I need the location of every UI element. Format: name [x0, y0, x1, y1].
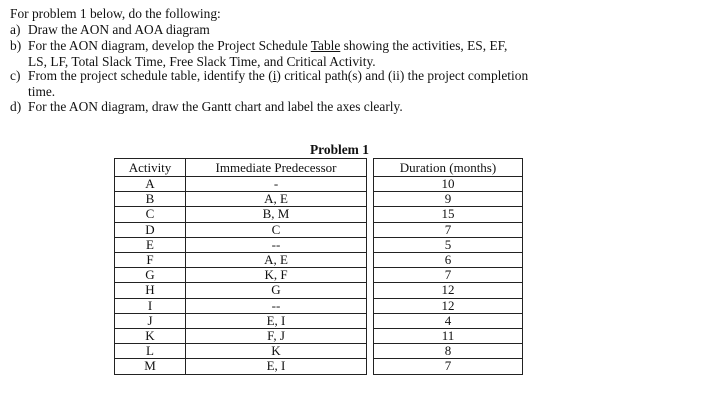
- item-c-text-pre: From the project schedule table, identify the (: [28, 68, 273, 83]
- table-row: [115, 359, 523, 374]
- predecessor-cell: -: [186, 177, 367, 192]
- activity-cell: M: [115, 359, 186, 374]
- item-a: [10, 22, 210, 38]
- table-row: [115, 192, 523, 207]
- table-row: [115, 268, 523, 283]
- table-row: [115, 222, 523, 237]
- item-c-line2: time.: [28, 84, 56, 99]
- duration-cell: 15: [374, 207, 523, 222]
- item-c-label: c): [10, 68, 21, 83]
- activity-cell: F: [115, 253, 186, 268]
- table-row: [115, 313, 523, 328]
- duration-cell: 7: [374, 359, 523, 374]
- predecessor-cell: E, I: [186, 359, 367, 374]
- predecessor-cell: --: [186, 237, 367, 252]
- activity-cell: G: [115, 268, 186, 283]
- activity-cell: C: [115, 207, 186, 222]
- predecessor-cell: F, J: [186, 329, 367, 344]
- item-d-label: d): [10, 99, 22, 114]
- table-body: [115, 177, 523, 375]
- item-b-line2: LS, LF, Total Slack Time, Free Slack Time, and Critical Activity.: [28, 54, 376, 69]
- duration-cell: 8: [374, 344, 523, 359]
- activity-cell: K: [115, 329, 186, 344]
- duration-cell: 12: [374, 298, 523, 313]
- item-d-text: For the AON diagram, draw the Gantt chart and label the axes clearly.: [28, 99, 403, 114]
- activity-cell: B: [115, 192, 186, 207]
- table-row: [115, 344, 523, 359]
- item-b-text-pre: For the AON diagram, develop the Project Schedule: [28, 38, 311, 53]
- item-a-label: a): [10, 22, 21, 37]
- item-c-i-underlined: i: [272, 68, 277, 83]
- item-b-table-link: Table: [310, 38, 341, 53]
- predecessor-cell: K: [186, 344, 367, 359]
- item-b-label: b): [10, 38, 22, 53]
- duration-cell: 7: [374, 222, 523, 237]
- activity-cell: J: [115, 313, 186, 328]
- item-c: [10, 68, 529, 84]
- activity-cell: E: [115, 237, 186, 252]
- duration-cell: 10: [374, 177, 523, 192]
- table-title: Problem 1: [310, 142, 369, 157]
- item-c-text-post: ) critical path(s) and (ii) the project completion: [276, 68, 529, 83]
- activity-cell: D: [115, 222, 186, 237]
- predecessor-cell: G: [186, 283, 367, 298]
- predecessor-cell: A, E: [186, 192, 367, 207]
- predecessor-cell: C: [186, 222, 367, 237]
- predecessor-cell: A, E: [186, 253, 367, 268]
- activity-cell: I: [115, 298, 186, 313]
- item-d: [10, 99, 403, 115]
- predecessor-cell: B, M: [186, 207, 367, 222]
- item-b-line1: [28, 38, 507, 54]
- intro-text: For problem 1 below, do the following:: [10, 6, 221, 21]
- table-row: [115, 298, 523, 313]
- predecessor-cell: E, I: [186, 313, 367, 328]
- item-c-line1: [28, 68, 528, 84]
- predecessor-cell: --: [186, 298, 367, 313]
- table-header-row: [115, 159, 523, 177]
- schedule-table: [114, 158, 523, 375]
- table-row: [115, 207, 523, 222]
- activity-cell: H: [115, 283, 186, 298]
- predecessor-cell: K, F: [186, 268, 367, 283]
- duration-cell: 5: [374, 237, 523, 252]
- table-row: [115, 253, 523, 268]
- duration-cell: 7: [374, 268, 523, 283]
- duration-cell: 9: [374, 192, 523, 207]
- activity-cell: A: [115, 177, 186, 192]
- item-b: [10, 38, 508, 54]
- header-predecessor: Immediate Predecessor: [186, 159, 367, 177]
- duration-cell: 12: [374, 283, 523, 298]
- header-duration: Duration (months): [374, 159, 523, 177]
- activity-cell: L: [115, 344, 186, 359]
- header-activity: Activity: [115, 159, 186, 177]
- table-row: [115, 329, 523, 344]
- duration-cell: 11: [374, 329, 523, 344]
- item-b-text-post: showing the activities, ES, EF,: [340, 38, 508, 53]
- duration-cell: 4: [374, 313, 523, 328]
- table-row: [115, 283, 523, 298]
- item-a-text: Draw the AON and AOA diagram: [28, 22, 210, 37]
- duration-cell: 6: [374, 253, 523, 268]
- table-row: [115, 177, 523, 192]
- table-row: [115, 237, 523, 252]
